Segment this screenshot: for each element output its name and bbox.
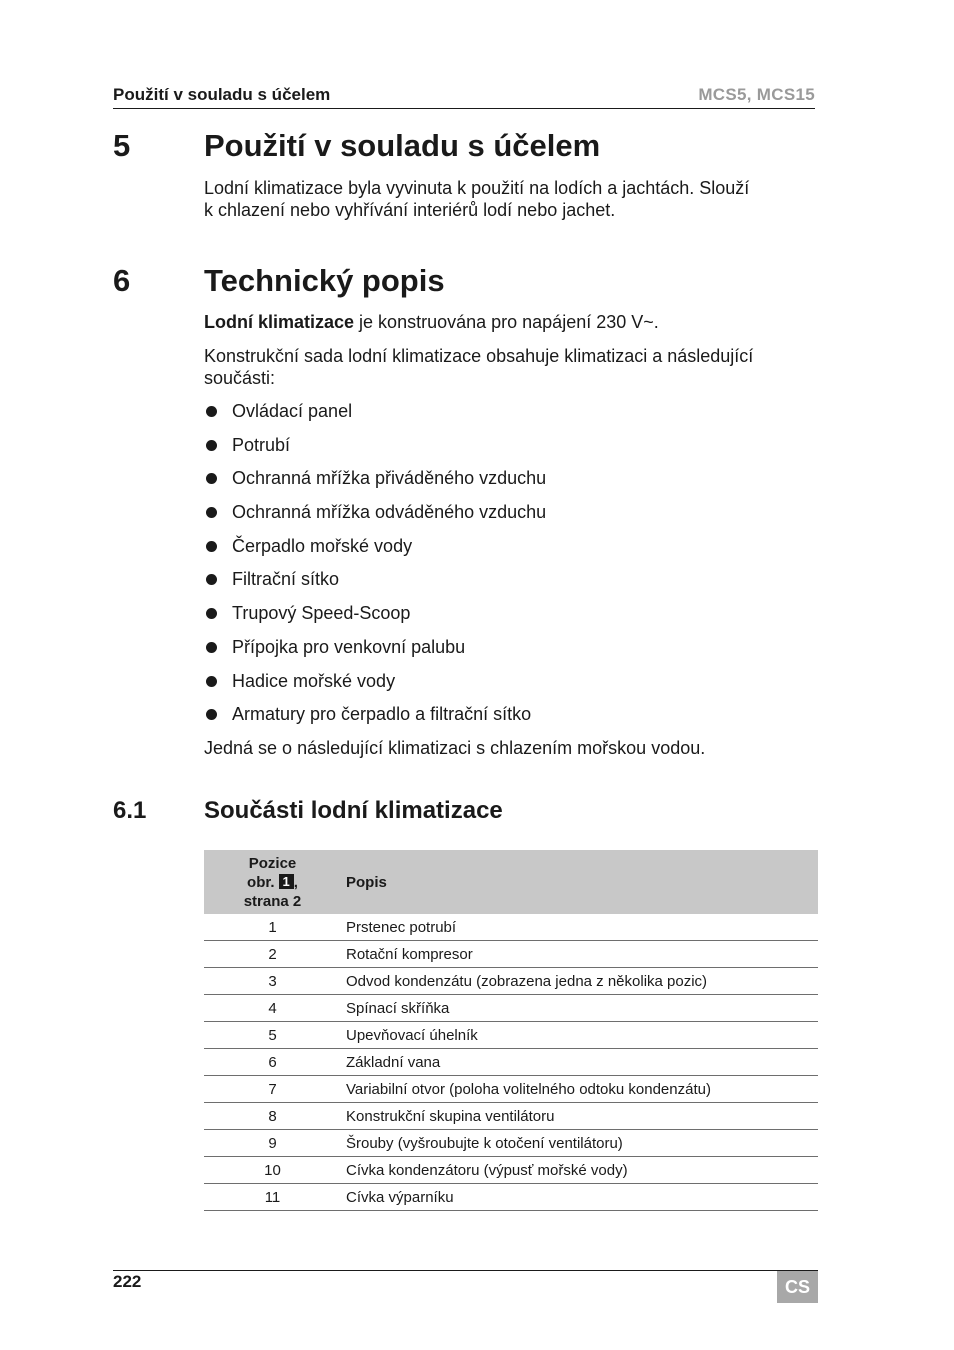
- table-row: 11 Cívka výparníku: [204, 1184, 818, 1211]
- running-header: [113, 84, 815, 109]
- bullet-icon: [206, 676, 217, 687]
- list-item: Trupový Speed-Scoop: [204, 601, 546, 635]
- bullet-icon: [206, 574, 217, 585]
- section-6-closing: Jedná se o následující klimatizaci s chlazením mořskou vodou.: [204, 738, 706, 758]
- section-6-1-title: Součásti lodní klimatizace: [204, 797, 503, 824]
- bullet-icon: [206, 709, 217, 720]
- list-item: Hadice mořské vody: [204, 669, 546, 703]
- list-item: Ochranná mřížka odváděného vzduchu: [204, 500, 546, 534]
- page-number: 222: [113, 1272, 142, 1291]
- section-6-intro-rest: je konstruována pro napájení 230 V~.: [354, 312, 659, 332]
- section-6-kit-text: [204, 345, 804, 389]
- bullet-icon: [206, 473, 217, 484]
- section-6-intro: [204, 311, 804, 333]
- table-row: 1 Prstenec potrubí: [204, 914, 818, 941]
- column-header-description: Popis: [341, 850, 818, 914]
- section-5-title: Použití v souladu s účelem: [204, 128, 601, 163]
- list-item: Armatury pro čerpadlo a filtrační sítko: [204, 702, 546, 736]
- section-5-number: 5: [113, 128, 131, 163]
- bullet-icon: [206, 507, 217, 518]
- list-item: Ochranná mřížka přiváděného vzduchu: [204, 466, 546, 500]
- bullet-icon: [206, 406, 217, 417]
- table-header-row: [204, 850, 818, 914]
- section-6-intro-bold: Lodní klimatizace: [204, 312, 355, 332]
- section-5-text-line-2: k chlazení nebo vyhřívání interiérů lodí nebo jachet.: [204, 200, 616, 220]
- table-row: 8 Konstrukční skupina ventilátoru: [204, 1103, 818, 1130]
- list-item: Potrubí: [204, 433, 546, 467]
- bullet-icon: [206, 440, 217, 451]
- section-6-kit-line-1: Konstrukční sada lodní klimatizace obsahuje klimatizaci a následující: [204, 346, 754, 366]
- table-row: 6 Základní vana: [204, 1049, 818, 1076]
- list-item: Přípojka pro venkovní palubu: [204, 635, 546, 669]
- list-item: Filtrační sítko: [204, 567, 546, 601]
- language-badge: CS: [777, 1271, 818, 1303]
- header-section-title: Použití v souladu s účelem: [113, 85, 331, 104]
- section-5-text: [204, 177, 804, 221]
- table-row: 10 Cívka kondenzátoru (výpusť mořské vody): [204, 1157, 818, 1184]
- list-item: Čerpadlo mořské vody: [204, 534, 546, 568]
- table-row: 9 Šrouby (vyšroubujte k otočení ventilátoru): [204, 1130, 818, 1157]
- component-list: [204, 399, 546, 736]
- table-row: 7 Variabilní otvor (poloha volitelného odtoku kondenzátu): [204, 1076, 818, 1103]
- section-6-number: 6: [113, 263, 131, 298]
- bullet-icon: [206, 608, 217, 619]
- section-6-kit-line-2: součásti:: [204, 368, 276, 388]
- section-6-title: Technický popis: [204, 263, 445, 298]
- section-6-1-number: 6.1: [113, 797, 147, 824]
- footer-divider: [113, 1270, 818, 1271]
- figure-number-box: 1: [279, 874, 294, 889]
- table-row: 4 Spínací skříňka: [204, 995, 818, 1022]
- column-header-position: Pozice obr. 1 , strana 2: [204, 850, 341, 914]
- bullet-icon: [206, 642, 217, 653]
- parts-table: [204, 850, 818, 1211]
- list-item: Ovládací panel: [204, 399, 546, 433]
- table-row: 5 Upevňovací úhelník: [204, 1022, 818, 1049]
- bullet-icon: [206, 541, 217, 552]
- header-models: MCS5, MCS15: [698, 85, 815, 104]
- table-row: 2 Rotační kompresor: [204, 941, 818, 968]
- section-5-text-line-1: Lodní klimatizace byla vyvinuta k použití na lodích a jachtách. Slouží: [204, 178, 750, 198]
- table-row: 3 Odvod kondenzátu (zobrazena jedna z několika pozic): [204, 968, 818, 995]
